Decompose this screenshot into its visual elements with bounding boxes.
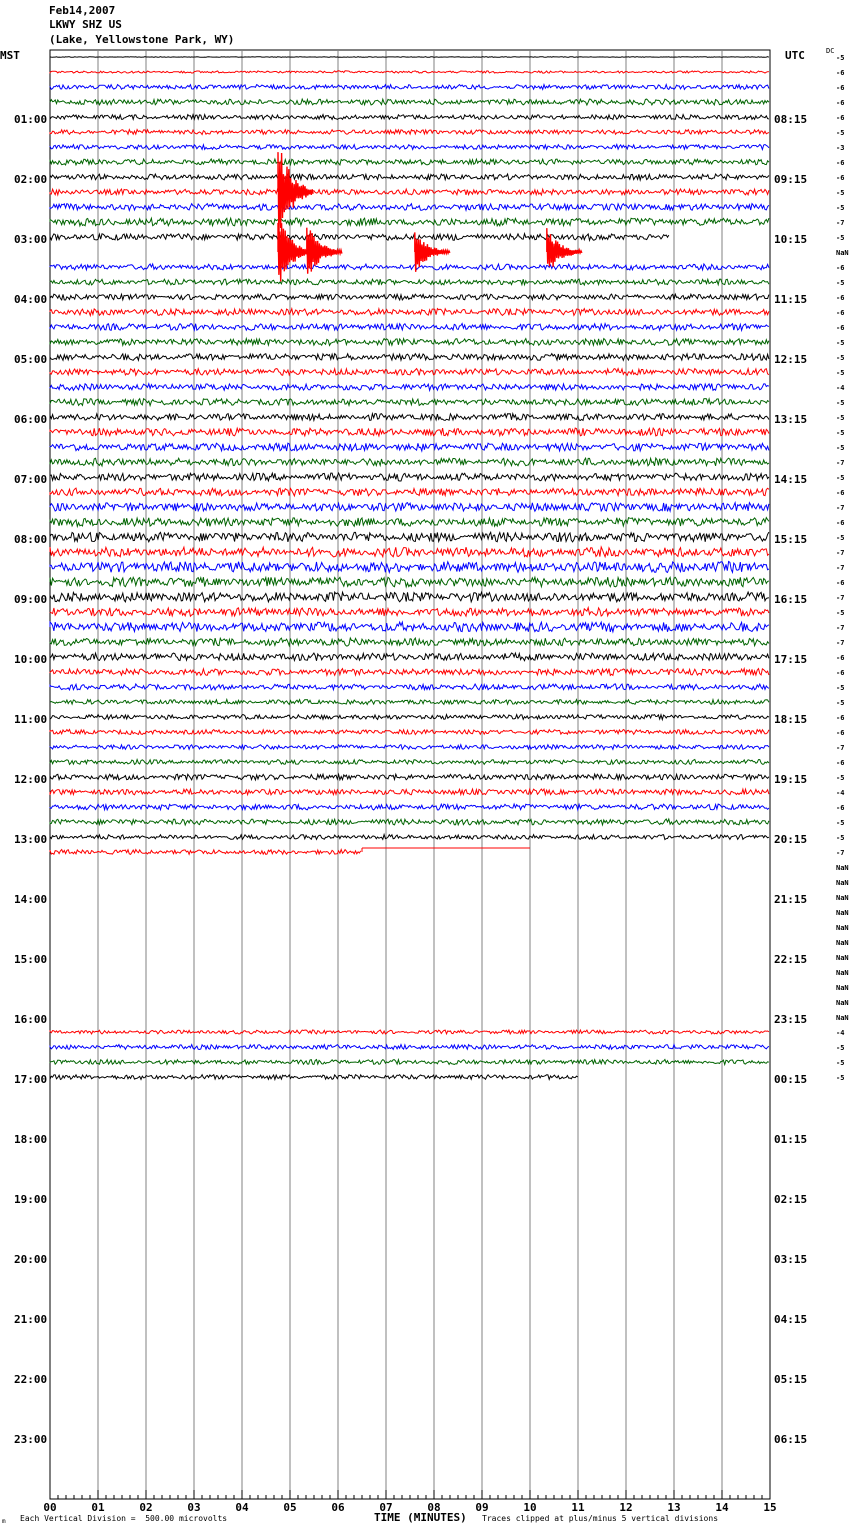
- dc-offset-label: NaN: [836, 984, 849, 992]
- x-tick-label-14: 14: [715, 1501, 729, 1514]
- left-hour-label-19:00: 19:00: [14, 1193, 48, 1206]
- dc-offset-label: -5: [836, 204, 845, 212]
- trace-row: [50, 804, 769, 810]
- dc-offset-label: NaN: [836, 969, 849, 977]
- dc-offset-label: -7: [836, 549, 845, 557]
- dc-offset-label: -4: [836, 384, 845, 392]
- right-hour-label-08:15: 08:15: [774, 113, 808, 126]
- trace-row: [50, 715, 769, 720]
- trace-row: [50, 562, 769, 573]
- dc-offset-label: -5: [836, 534, 845, 542]
- trace-row: [50, 279, 769, 285]
- dc-offset-label: NaN: [836, 864, 849, 872]
- right-hour-label-14:15: 14:15: [774, 473, 808, 486]
- trace-row: [50, 488, 769, 496]
- right-hour-label-19:15: 19:15: [774, 773, 808, 786]
- trace-row: [50, 234, 669, 241]
- left-hour-label-10:00: 10:00: [14, 653, 48, 666]
- left-hour-label-03:00: 03:00: [14, 233, 48, 246]
- dc-offset-label: -6: [836, 294, 845, 302]
- left-hour-label-14:00: 14:00: [14, 893, 48, 906]
- dc-offset-label: -5: [836, 834, 845, 842]
- trace-row: [50, 309, 769, 316]
- seismic-event: [547, 228, 582, 267]
- trace-row: [50, 428, 769, 436]
- right-hour-label-05:15: 05:15: [774, 1373, 808, 1386]
- station-code: LKWY SHZ US: [49, 18, 122, 31]
- x-axis-title: TIME (MINUTES): [374, 1511, 467, 1524]
- trace-row: [50, 399, 769, 406]
- dc-offset-label: -6: [836, 324, 845, 332]
- left-hour-label-21:00: 21:00: [14, 1313, 48, 1326]
- trace-row: [50, 159, 769, 165]
- right-hour-label-15:15: 15:15: [774, 533, 808, 546]
- left-hour-label-07:00: 07:00: [14, 473, 48, 486]
- trace-row: [50, 414, 769, 421]
- left-hour-label-05:00: 05:00: [14, 353, 48, 366]
- trace-row: [50, 1075, 578, 1080]
- right-hour-label-02:15: 02:15: [774, 1193, 808, 1206]
- trace-row: [50, 384, 769, 391]
- dc-offset-label: -6: [836, 579, 845, 587]
- left-hour-label-20:00: 20:00: [14, 1253, 48, 1266]
- seismic-event: [278, 152, 313, 242]
- trace-row: [50, 339, 769, 346]
- right-hour-label-00:15: 00:15: [774, 1073, 808, 1086]
- right-hour-label-17:15: 17:15: [774, 653, 808, 666]
- right-hour-label-13:15: 13:15: [774, 413, 808, 426]
- dc-offset-label: -6: [836, 174, 845, 182]
- dc-offset-label: -7: [836, 624, 845, 632]
- trace-row: [50, 518, 769, 527]
- dc-offset-label: NaN: [836, 999, 849, 1007]
- dc-offset-label: -5: [836, 369, 845, 377]
- left-hour-label-17:00: 17:00: [14, 1073, 48, 1086]
- x-tick-label-08: 08: [427, 1501, 441, 1514]
- right-hour-label-20:15: 20:15: [774, 833, 808, 846]
- x-tick-label-00: 00: [43, 1501, 57, 1514]
- right-hour-label-09:15: 09:15: [774, 173, 808, 186]
- trace-row: [50, 503, 769, 512]
- trace-row: [50, 547, 769, 557]
- left-hour-label-18:00: 18:00: [14, 1133, 48, 1146]
- left-hour-label-12:00: 12:00: [14, 773, 48, 786]
- dc-offset-label: -5: [836, 1059, 845, 1067]
- left-hour-label-22:00: 22:00: [14, 1373, 48, 1386]
- trace-row: [50, 145, 769, 150]
- dc-offset-label: -7: [836, 594, 845, 602]
- corner-mark: m: [2, 1518, 6, 1525]
- dc-offset-label: -6: [836, 114, 845, 122]
- left-hour-label-09:00: 09:00: [14, 593, 48, 606]
- right-timezone-label: UTC: [785, 49, 805, 62]
- trace-row: [50, 473, 769, 481]
- dc-offset-label: -7: [836, 219, 845, 227]
- x-tick-label-06: 06: [331, 1501, 345, 1514]
- dc-offset-label: -6: [836, 669, 845, 677]
- dc-offset-label: NaN: [836, 894, 849, 902]
- dc-offset-label: -5: [836, 684, 845, 692]
- x-tick-label-10: 10: [523, 1501, 537, 1514]
- dc-offset-label: -5: [836, 129, 845, 137]
- dc-offset-label: -6: [836, 729, 845, 737]
- trace-row: [50, 218, 769, 226]
- trace-row: [50, 130, 769, 135]
- x-tick-label-02: 02: [139, 1501, 153, 1514]
- x-tick-label-04: 04: [235, 1501, 249, 1514]
- left-hour-label-08:00: 08:00: [14, 533, 48, 546]
- left-hour-label-16:00: 16:00: [14, 1013, 48, 1026]
- dc-offset-label: -7: [836, 744, 845, 752]
- x-tick-label-11: 11: [571, 1501, 585, 1514]
- left-hour-label-04:00: 04:00: [14, 293, 48, 306]
- dc-offset-label: -5: [836, 474, 845, 482]
- trace-row: [50, 532, 769, 542]
- trace-row: [50, 730, 769, 735]
- left-hour-label-11:00: 11:00: [14, 713, 48, 726]
- x-tick-label-07: 07: [379, 1501, 393, 1514]
- dc-offset-label: NaN: [836, 249, 849, 257]
- dc-offset-label: -6: [836, 264, 845, 272]
- trace-row: [50, 760, 769, 765]
- trace-row: [50, 1060, 769, 1065]
- dc-offset-label: -5: [836, 234, 845, 242]
- dc-offset-label: -6: [836, 519, 845, 527]
- trace-row: [50, 57, 769, 58]
- dc-offset-label: -5: [836, 444, 845, 452]
- dc-offset-label: -6: [836, 489, 845, 497]
- dc-offset-label: -7: [836, 639, 845, 647]
- dc-offset-label: -4: [836, 1029, 845, 1037]
- dc-offset-label: -6: [836, 714, 845, 722]
- right-hour-label-21:15: 21:15: [774, 893, 808, 906]
- dc-offset-label: NaN: [836, 1014, 849, 1022]
- trace-row: [50, 324, 769, 331]
- dc-offset-label: -7: [836, 564, 845, 572]
- right-hour-label-01:15: 01:15: [774, 1133, 808, 1146]
- right-hour-label-22:15: 22:15: [774, 953, 808, 966]
- station-location: (Lake, Yellowstone Park, WY): [49, 33, 235, 46]
- trace-row: [50, 819, 769, 825]
- x-tick-label-05: 05: [283, 1501, 297, 1514]
- trace-row: [50, 835, 769, 840]
- left-hour-label-01:00: 01:00: [14, 113, 48, 126]
- trace-row: [50, 1030, 769, 1034]
- dc-offset-label: NaN: [836, 879, 849, 887]
- trace-row: [50, 669, 769, 676]
- dc-offset-label: -6: [836, 309, 845, 317]
- trace-row: [50, 458, 769, 466]
- trace-row: [50, 189, 769, 195]
- trace-row: [50, 369, 769, 376]
- dc-offset-header: DC: [826, 47, 835, 55]
- trace-row: [50, 85, 769, 90]
- left-timezone-label: MST: [0, 49, 20, 62]
- dc-offset-label: -5: [836, 354, 845, 362]
- trace-row: [50, 700, 769, 705]
- dc-offset-label: -5: [836, 339, 845, 347]
- dc-offset-label: -6: [836, 804, 845, 812]
- trace-row: [50, 789, 769, 795]
- dc-offset-label: -5: [836, 699, 845, 707]
- dc-offset-label: -5: [836, 279, 845, 287]
- trace-row: [50, 622, 769, 632]
- clip-note: Traces clipped at plus/minus 5 vertical divisions: [482, 1514, 719, 1523]
- dc-offset-label: -5: [836, 1074, 845, 1082]
- dc-offset-label: -4: [836, 789, 845, 797]
- trace-row: [50, 592, 769, 602]
- dc-offset-label: -5: [836, 399, 845, 407]
- dc-offset-label: -5: [836, 189, 845, 197]
- trace-row: [50, 354, 769, 361]
- trace-row: [50, 850, 361, 855]
- trace-row: [50, 608, 769, 617]
- trace-row: [50, 204, 769, 211]
- trace-row: [50, 115, 769, 120]
- right-hour-label-04:15: 04:15: [774, 1313, 808, 1326]
- x-tick-label-03: 03: [187, 1501, 201, 1514]
- right-hour-label-16:15: 16:15: [774, 593, 808, 606]
- dc-offset-label: -6: [836, 69, 845, 77]
- right-hour-label-06:15: 06:15: [774, 1433, 808, 1446]
- chart-date: Feb14,2007: [49, 4, 116, 17]
- trace-row: [50, 638, 769, 646]
- trace-row: [50, 294, 769, 300]
- trace-row: [50, 653, 769, 661]
- left-hour-label-02:00: 02:00: [14, 173, 48, 186]
- dc-offset-label: -5: [836, 414, 845, 422]
- dc-offset-label: -7: [836, 459, 845, 467]
- x-tick-label-09: 09: [475, 1501, 489, 1514]
- right-hour-label-12:15: 12:15: [774, 353, 808, 366]
- trace-row: [50, 99, 769, 105]
- trace-row: [50, 71, 769, 73]
- dc-offset-label: -5: [836, 609, 845, 617]
- x-tick-label-01: 01: [91, 1501, 105, 1514]
- right-hour-label-11:15: 11:15: [774, 293, 808, 306]
- trace-row: [50, 774, 769, 780]
- dc-offset-label: -5: [836, 54, 845, 62]
- dc-offset-label: -6: [836, 759, 845, 767]
- dc-offset-label: NaN: [836, 909, 849, 917]
- x-tick-label-12: 12: [619, 1501, 633, 1514]
- scale-note: Each Vertical Division = 500.00 microvolts: [20, 1514, 228, 1523]
- dc-offset-label: NaN: [836, 939, 849, 947]
- left-hour-label-13:00: 13:00: [14, 833, 48, 846]
- right-hour-label-03:15: 03:15: [774, 1253, 808, 1266]
- dc-offset-label: NaN: [836, 954, 849, 962]
- dc-offset-label: -5: [836, 429, 845, 437]
- trace-row: [50, 684, 769, 690]
- dc-offset-label: -6: [836, 99, 845, 107]
- trace-row: [50, 264, 769, 270]
- x-tick-label-15: 15: [763, 1501, 777, 1514]
- trace-row: [50, 443, 769, 451]
- dc-offset-label: -5: [836, 819, 845, 827]
- trace-row: [50, 577, 769, 587]
- dc-offset-label: -6: [836, 84, 845, 92]
- trace-row: [50, 745, 769, 750]
- trace-row: [50, 174, 769, 180]
- dc-offset-label: NaN: [836, 924, 849, 932]
- x-tick-label-13: 13: [667, 1501, 681, 1514]
- dc-offset-label: -7: [836, 849, 845, 857]
- left-hour-label-15:00: 15:00: [14, 953, 48, 966]
- right-hour-label-10:15: 10:15: [774, 233, 808, 246]
- dc-offset-label: -6: [836, 654, 845, 662]
- left-hour-label-23:00: 23:00: [14, 1433, 48, 1446]
- dc-offset-label: -7: [836, 504, 845, 512]
- dc-offset-label: -6: [836, 159, 845, 167]
- dc-offset-label: -3: [836, 144, 845, 152]
- dc-offset-label: -5: [836, 774, 845, 782]
- left-hour-label-06:00: 06:00: [14, 413, 48, 426]
- right-hour-label-18:15: 18:15: [774, 713, 808, 726]
- trace-row: [50, 1045, 769, 1050]
- dc-offset-label: -5: [836, 1044, 845, 1052]
- right-hour-label-23:15: 23:15: [774, 1013, 808, 1026]
